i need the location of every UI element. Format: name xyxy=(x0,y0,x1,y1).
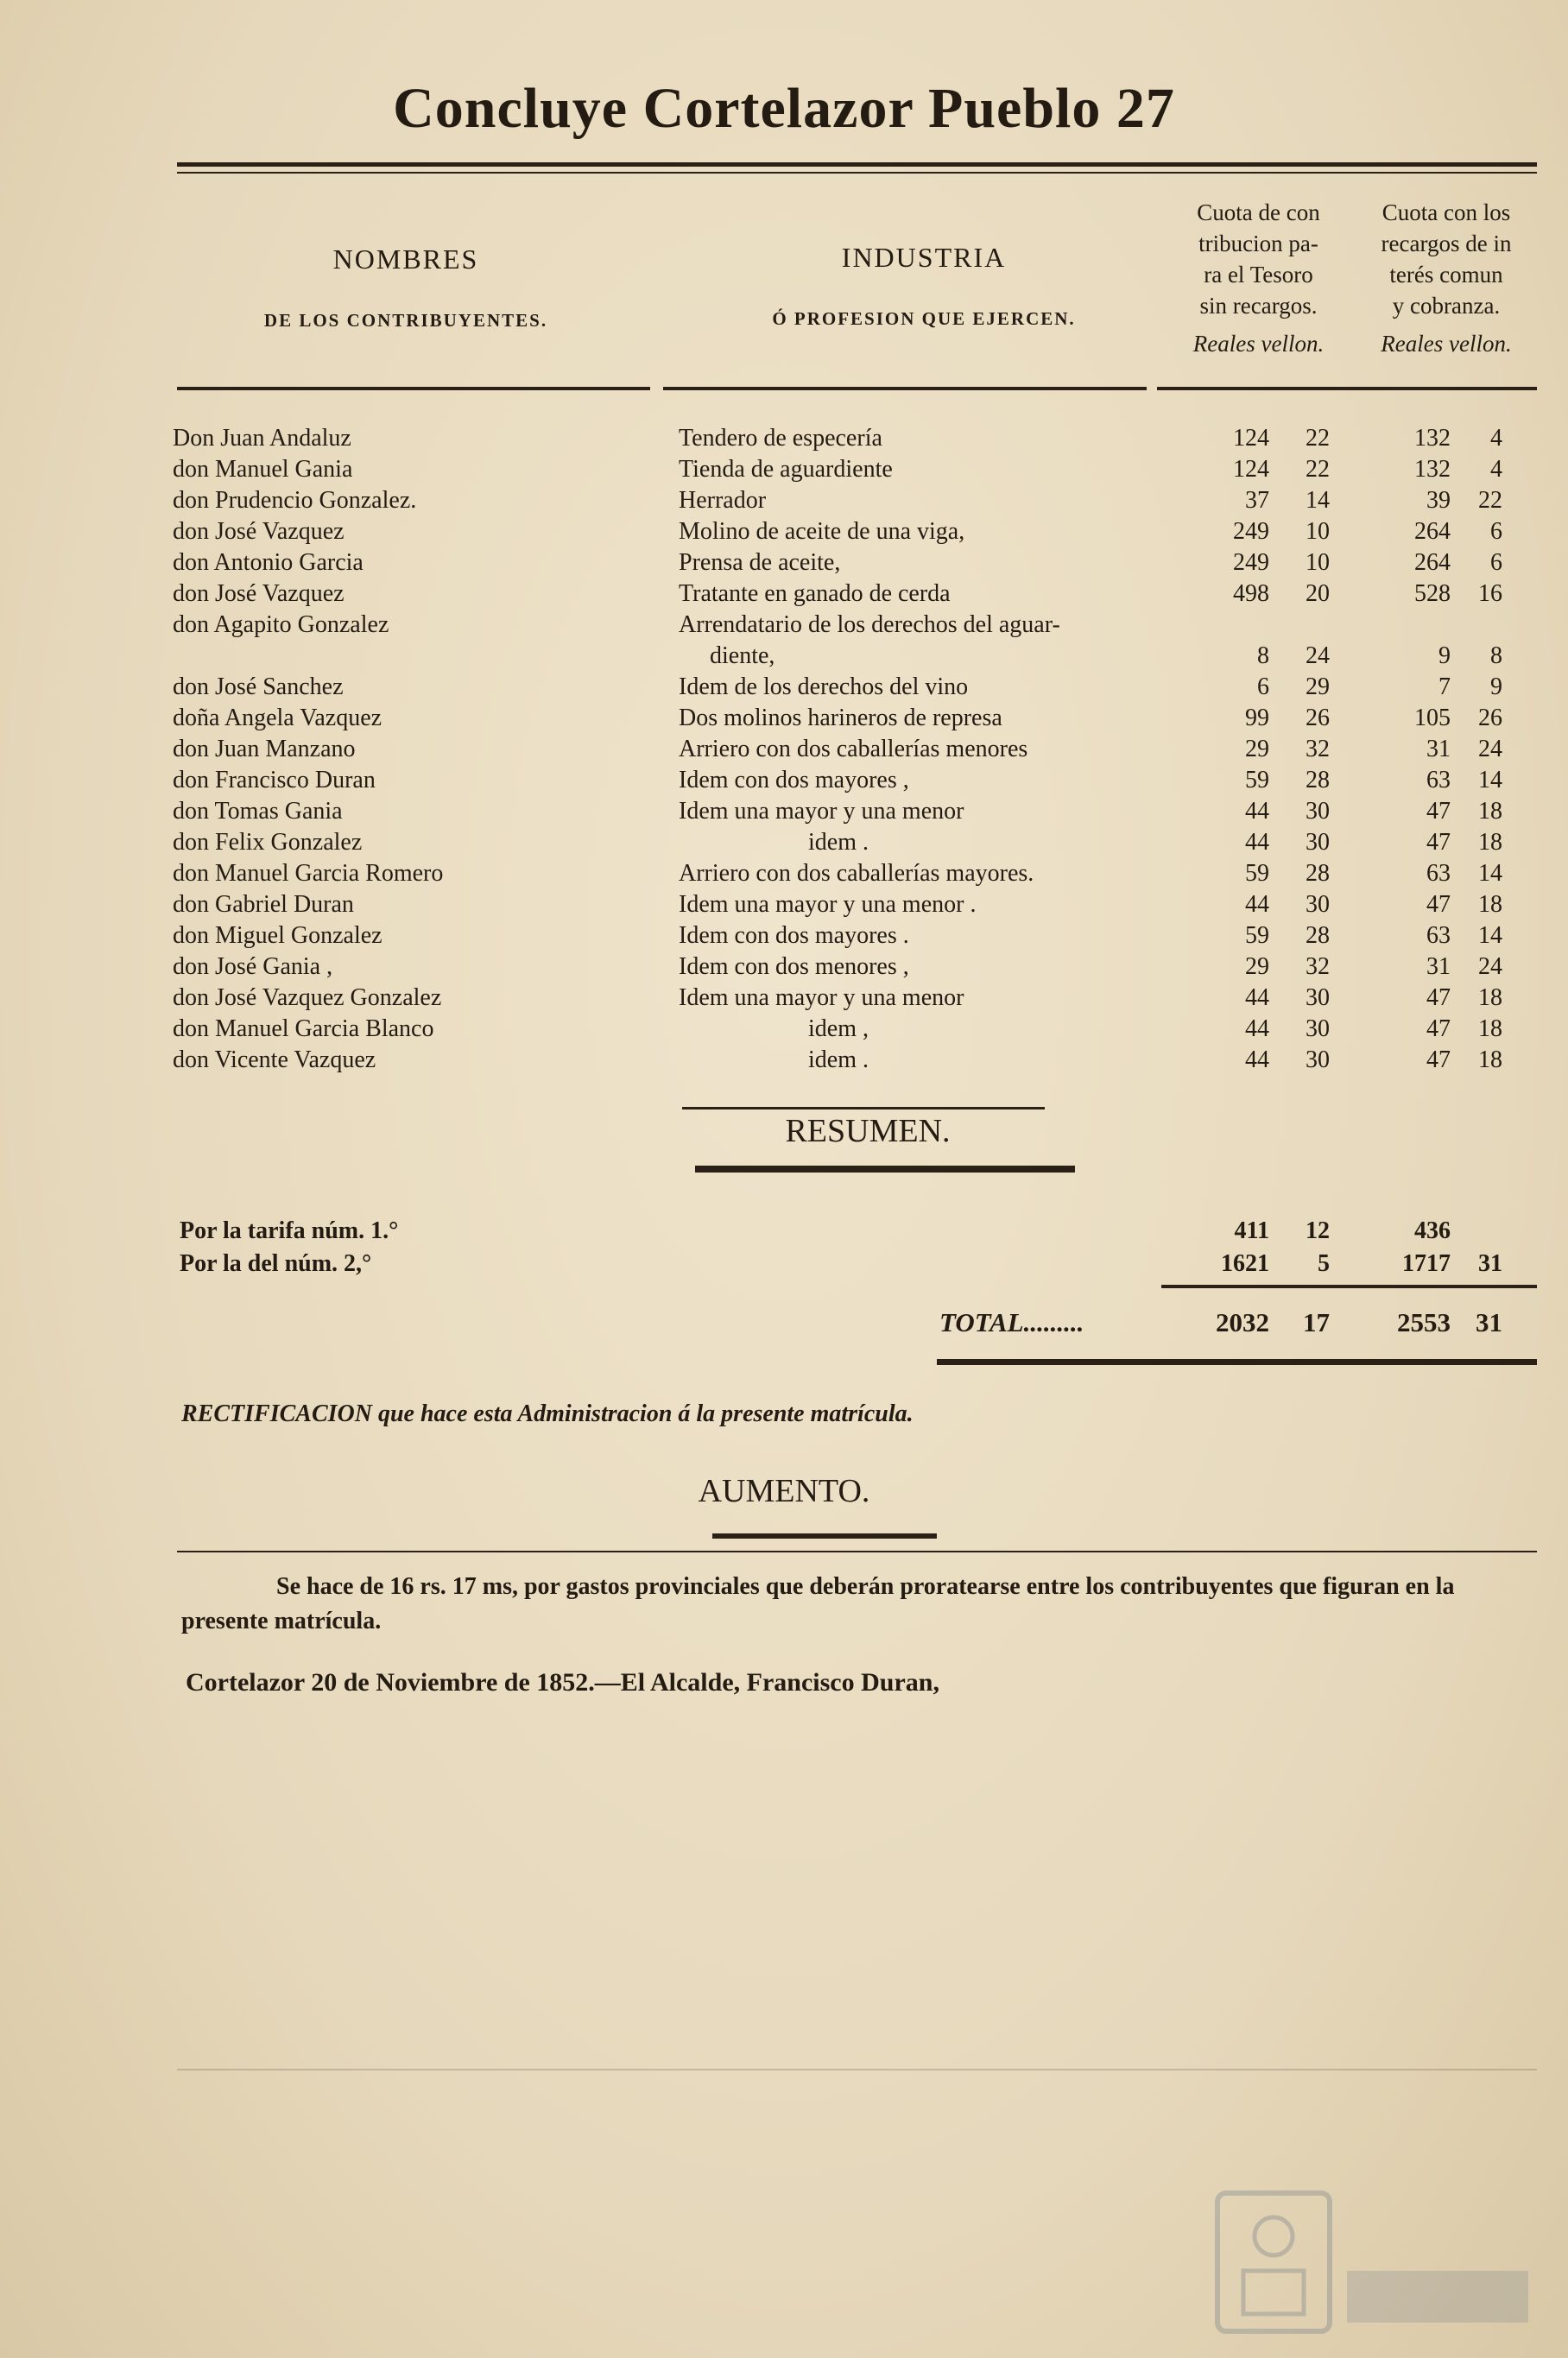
header-names-main: NOMBRES xyxy=(332,243,479,275)
row-amount-b-reales: 264 xyxy=(1414,518,1451,545)
row-name: don José Gania , xyxy=(173,953,333,980)
row-amount-b-ms: 18 xyxy=(1478,891,1502,918)
row-amount-b-reales: 528 xyxy=(1414,580,1451,607)
row-amount-b-ms: 26 xyxy=(1478,705,1502,731)
signature-line: Cortelazor 20 de Noviembre de 1852.—El Alcalde, Francisco Duran, xyxy=(186,1668,939,1697)
row-amount-a-ms: 20 xyxy=(1306,580,1330,607)
row-industry: Idem una mayor y una menor xyxy=(679,984,964,1011)
row-amount-b-ms: 24 xyxy=(1478,953,1502,980)
row-amount-b-reales: 47 xyxy=(1426,891,1451,918)
row-amount-b-reales: 9 xyxy=(1438,642,1451,669)
row-name: don Antonio Garcia xyxy=(173,549,364,576)
total-rule xyxy=(937,1359,1537,1365)
watermark-logo-icon xyxy=(1209,2176,1537,2340)
row-industry: Arriero con dos caballerías menores xyxy=(679,736,1028,762)
row-industry: Idem de los derechos del vino xyxy=(679,673,969,700)
total-row xyxy=(0,1307,1568,1338)
total-amount-b-reales: 2553 xyxy=(1397,1307,1451,1337)
row-name: don Prudencio Gonzalez. xyxy=(173,487,417,514)
resumen-row xyxy=(0,1250,1568,1281)
header-industry-sub: Ó PROFESION QUE EJERCEN. xyxy=(772,308,1076,329)
table-row xyxy=(0,487,1568,518)
resumen-label: Por la tarifa núm. 1.° xyxy=(180,1217,399,1244)
row-amount-b-reales: 63 xyxy=(1426,922,1451,949)
row-amount-a-ms: 26 xyxy=(1306,705,1330,731)
table-row xyxy=(0,736,1568,767)
row-industry: idem . xyxy=(808,1046,869,1073)
row-name: don José Vazquez xyxy=(173,518,345,545)
table-row xyxy=(0,673,1568,705)
row-amount-b-ms: 6 xyxy=(1490,518,1502,545)
total-label: TOTAL......... xyxy=(939,1307,1084,1337)
table-row xyxy=(0,425,1568,456)
resumen-amount-b-reales: 1717 xyxy=(1402,1250,1451,1277)
row-amount-a-reales: 29 xyxy=(1245,953,1269,980)
row-amount-a-reales: 8 xyxy=(1257,642,1269,669)
row-amount-b-ms: 18 xyxy=(1478,1015,1502,1042)
row-amount-a-ms: 29 xyxy=(1306,673,1330,700)
row-industry: Molino de aceite de una viga, xyxy=(679,518,965,545)
row-amount-a-ms: 28 xyxy=(1306,860,1330,887)
row-amount-b-reales: 47 xyxy=(1426,798,1451,825)
row-name: doña Angela Vazquez xyxy=(173,705,383,731)
row-name: don José Sanchez xyxy=(173,673,344,700)
row-amount-b-reales: 47 xyxy=(1426,1015,1451,1042)
row-amount-a-ms: 14 xyxy=(1306,487,1330,514)
resumen-amount-b-reales: 436 xyxy=(1414,1217,1451,1244)
page-title: Concluye Cortelazor Pueblo 27 xyxy=(393,77,1175,140)
row-amount-a-ms: 10 xyxy=(1306,549,1330,576)
row-name: don Tomas Gania xyxy=(173,798,343,825)
bleed-through-rule xyxy=(177,2069,1537,2070)
row-amount-a-ms: 30 xyxy=(1306,891,1330,918)
row-amount-a-ms: 30 xyxy=(1306,1046,1330,1073)
row-amount-b-reales: 31 xyxy=(1426,953,1451,980)
row-amount-a-reales: 44 xyxy=(1245,829,1269,856)
header-names-sub: DE LOS CONTRIBUYENTES. xyxy=(263,310,548,331)
row-amount-b-reales: 31 xyxy=(1426,736,1451,762)
row-amount-b-ms: 18 xyxy=(1478,798,1502,825)
row-amount-a-ms: 22 xyxy=(1306,456,1330,483)
table-row xyxy=(0,922,1568,953)
row-amount-a-reales: 249 xyxy=(1233,549,1269,576)
row-amount-b-ms: 14 xyxy=(1478,922,1502,949)
header-col-b xyxy=(1356,197,1537,359)
row-amount-b-reales: 264 xyxy=(1414,549,1451,576)
row-amount-a-ms: 22 xyxy=(1306,425,1330,452)
table-row xyxy=(0,549,1568,580)
row-amount-a-ms: 30 xyxy=(1306,1015,1330,1042)
header-rule-industry xyxy=(663,387,1147,390)
header-col-a-unit: Reales vellon. xyxy=(1192,331,1325,357)
resumen-amount-a-reales: 1621 xyxy=(1221,1250,1269,1277)
row-amount-a-reales: 37 xyxy=(1245,487,1269,514)
row-amount-a-ms: 28 xyxy=(1306,922,1330,949)
table-row xyxy=(0,953,1568,984)
resumen-amount-a-reales: 411 xyxy=(1234,1217,1269,1244)
row-amount-b-ms: 18 xyxy=(1478,984,1502,1011)
row-industry: Idem una mayor y una menor . xyxy=(679,891,977,918)
resumen-amount-b-ms: 31 xyxy=(1478,1250,1502,1277)
row-amount-a-reales: 44 xyxy=(1245,1046,1269,1073)
resumen-sum-rule xyxy=(1161,1285,1537,1288)
row-amount-a-reales: 59 xyxy=(1245,767,1269,793)
header-rule-names xyxy=(177,387,650,390)
row-amount-a-ms: 30 xyxy=(1306,984,1330,1011)
header-col-a-line: sin recargos. xyxy=(1199,293,1318,319)
total-amount-a-ms: 17 xyxy=(1303,1307,1330,1337)
aumento-paragraph: Se hace de 16 rs. 17 ms, por gastos provinciales que deberán proratearse entre los contribuyentes que figuran en la presente matrícula. xyxy=(181,1573,1455,1634)
row-industry: Prensa de aceite, xyxy=(679,549,841,576)
row-amount-a-reales: 498 xyxy=(1233,580,1269,607)
header-col-b-line: terés comun xyxy=(1389,262,1503,288)
row-industry: diente, xyxy=(710,642,775,669)
resumen-amount-a-ms: 5 xyxy=(1318,1250,1330,1277)
aumento-rule xyxy=(712,1533,937,1539)
row-amount-b-ms: 4 xyxy=(1490,456,1502,483)
row-name: don Miguel Gonzalez xyxy=(173,922,383,949)
row-industry: Tienda de aguardiente xyxy=(679,456,893,483)
row-name: Don Juan Andaluz xyxy=(173,425,351,452)
header-col-a-line: Cuota de con xyxy=(1197,199,1320,225)
row-amount-b-ms: 22 xyxy=(1478,487,1502,514)
table-row xyxy=(0,798,1568,829)
row-amount-b-ms: 24 xyxy=(1478,736,1502,762)
row-amount-a-ms: 30 xyxy=(1306,829,1330,856)
header-col-a-line: ra el Tesoro xyxy=(1204,262,1313,288)
bleed-through-decoration xyxy=(224,1727,1347,1735)
aumento-full-rule xyxy=(177,1551,1537,1552)
row-amount-b-reales: 47 xyxy=(1426,829,1451,856)
row-amount-b-reales: 105 xyxy=(1414,705,1451,731)
row-amount-a-ms: 24 xyxy=(1306,642,1330,669)
aumento-title: AUMENTO. xyxy=(698,1473,870,1509)
table-row xyxy=(0,984,1568,1015)
row-amount-a-ms: 32 xyxy=(1306,736,1330,762)
row-amount-a-reales: 6 xyxy=(1257,673,1269,700)
row-industry: idem , xyxy=(808,1015,869,1042)
table-row xyxy=(0,456,1568,487)
row-name: don Felix Gonzalez xyxy=(173,829,363,856)
row-amount-a-ms: 28 xyxy=(1306,767,1330,793)
top-rule xyxy=(177,162,1537,167)
row-amount-a-reales: 44 xyxy=(1245,798,1269,825)
row-amount-b-reales: 132 xyxy=(1414,425,1451,452)
row-amount-b-ms: 18 xyxy=(1478,1046,1502,1073)
row-amount-b-ms: 14 xyxy=(1478,767,1502,793)
row-amount-b-reales: 47 xyxy=(1426,984,1451,1011)
row-industry: Tratante en ganado de cerda xyxy=(679,580,951,607)
row-amount-a-reales: 124 xyxy=(1233,456,1269,483)
header-col-b-line: Cuota con los xyxy=(1381,199,1511,225)
row-industry: Arrendatario de los derechos del aguar- xyxy=(679,611,1060,638)
row-industry: Idem una mayor y una menor xyxy=(679,798,964,825)
header-industry-main: INDUSTRIA xyxy=(841,242,1007,273)
row-name: don Francisco Duran xyxy=(173,767,376,793)
row-name: don Agapito Gonzalez xyxy=(173,611,389,638)
row-amount-b-reales: 7 xyxy=(1438,673,1451,700)
table-row xyxy=(0,860,1568,891)
header-col-a xyxy=(1170,197,1347,359)
row-industry: Idem con dos mayores . xyxy=(679,922,909,949)
total-amount-b-ms: 31 xyxy=(1476,1307,1502,1337)
header-col-a-line: tribucion pa- xyxy=(1198,231,1318,256)
header-rule-amounts xyxy=(1157,387,1537,390)
row-name: don Manuel Gania xyxy=(173,456,353,483)
row-name: don Juan Manzano xyxy=(173,736,356,762)
table-row xyxy=(0,518,1568,549)
row-amount-a-reales: 99 xyxy=(1245,705,1269,731)
total-amount-a-reales: 2032 xyxy=(1216,1307,1269,1337)
row-amount-a-reales: 44 xyxy=(1245,984,1269,1011)
row-industry: Idem con dos menores , xyxy=(679,953,909,980)
table-row xyxy=(0,891,1568,922)
rectificacion-heading: RECTIFICACION que hace esta Administracion á la presente matrícula. xyxy=(181,1400,914,1427)
row-name: don Gabriel Duran xyxy=(173,891,354,918)
row-amount-a-ms: 10 xyxy=(1306,518,1330,545)
header-col-b-line: recargos de in xyxy=(1381,231,1512,256)
row-name: don José Vazquez xyxy=(173,580,345,607)
row-industry: Idem con dos mayores , xyxy=(679,767,909,793)
row-amount-b-reales: 132 xyxy=(1414,456,1451,483)
row-amount-b-ms: 8 xyxy=(1490,642,1502,669)
resumen-row xyxy=(0,1217,1568,1249)
row-amount-b-ms: 6 xyxy=(1490,549,1502,576)
table-row xyxy=(0,611,1568,642)
row-amount-b-ms: 4 xyxy=(1490,425,1502,452)
row-amount-b-reales: 39 xyxy=(1426,487,1451,514)
header-col-b-line: y cobranza. xyxy=(1392,293,1501,319)
resumen-amount-a-ms: 12 xyxy=(1306,1217,1330,1244)
header-names xyxy=(216,243,596,332)
row-amount-a-reales: 59 xyxy=(1245,922,1269,949)
row-industry: Tendero de especería xyxy=(679,425,882,452)
top-rule-thin xyxy=(177,172,1537,174)
row-amount-b-ms: 9 xyxy=(1490,673,1502,700)
row-amount-a-reales: 59 xyxy=(1245,860,1269,887)
row-amount-b-reales: 47 xyxy=(1426,1046,1451,1073)
row-name: don José Vazquez Gonzalez xyxy=(173,984,442,1011)
table-row xyxy=(0,829,1568,860)
row-amount-b-ms: 16 xyxy=(1478,580,1502,607)
table-row xyxy=(0,1015,1568,1046)
row-amount-a-reales: 29 xyxy=(1245,736,1269,762)
row-industry: idem . xyxy=(808,829,869,856)
row-amount-b-reales: 63 xyxy=(1426,860,1451,887)
row-name: don Manuel Garcia Romero xyxy=(173,860,444,887)
row-name: don Manuel Garcia Blanco xyxy=(173,1015,434,1042)
row-amount-a-ms: 30 xyxy=(1306,798,1330,825)
row-industry: Dos molinos harineros de represa xyxy=(679,705,1002,731)
row-industry: Arriero con dos caballerías mayores. xyxy=(679,860,1034,887)
table-row xyxy=(0,767,1568,798)
resumen-rule-bottom xyxy=(695,1166,1075,1173)
row-amount-b-reales: 63 xyxy=(1426,767,1451,793)
row-amount-b-ms: 14 xyxy=(1478,860,1502,887)
row-name: don Vicente Vazquez xyxy=(173,1046,376,1073)
row-industry: Herrador xyxy=(679,487,767,514)
resumen-label: Por la del núm. 2,° xyxy=(180,1250,372,1277)
resumen-title: RESUMEN. xyxy=(785,1113,951,1149)
row-amount-a-ms: 32 xyxy=(1306,953,1330,980)
table-row xyxy=(0,1046,1568,1078)
row-amount-a-reales: 44 xyxy=(1245,1015,1269,1042)
resumen-rule-top xyxy=(682,1107,1045,1109)
row-amount-a-reales: 124 xyxy=(1233,425,1269,452)
table-row xyxy=(0,580,1568,611)
row-amount-a-reales: 44 xyxy=(1245,891,1269,918)
row-amount-b-ms: 18 xyxy=(1478,829,1502,856)
row-amount-a-reales: 249 xyxy=(1233,518,1269,545)
table-row xyxy=(0,705,1568,736)
table-row xyxy=(0,642,1568,673)
header-col-b-unit: Reales vellon. xyxy=(1381,331,1512,357)
header-industry xyxy=(708,242,1140,330)
